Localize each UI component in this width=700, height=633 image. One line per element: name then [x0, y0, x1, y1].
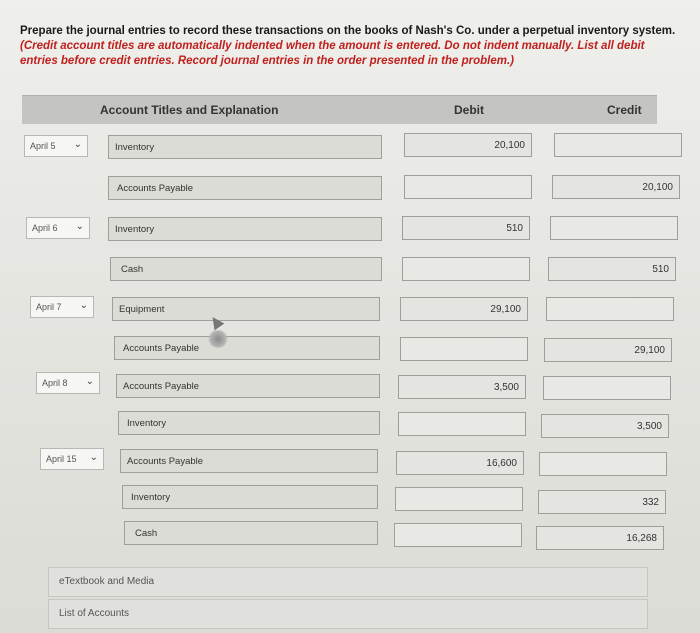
header-credit: Credit: [607, 103, 642, 117]
debit-field[interactable]: [395, 487, 523, 511]
account-field[interactable]: Cash: [110, 257, 382, 281]
list-of-accounts-link[interactable]: List of Accounts: [48, 599, 648, 629]
header-account: Account Titles and Explanation: [100, 103, 279, 117]
etextbook-link[interactable]: eTextbook and Media: [48, 567, 648, 597]
credit-field[interactable]: 332: [538, 490, 666, 514]
account-field[interactable]: Inventory: [118, 411, 380, 435]
account-field[interactable]: Inventory: [108, 217, 382, 241]
instructions-main: Prepare the journal entries to record these transactions on the books of Nash's Co. under a perpetual inventory system.: [20, 25, 676, 37]
account-field[interactable]: Accounts Payable: [114, 336, 380, 360]
date-select-april-7[interactable]: [30, 296, 94, 318]
account-field[interactable]: Accounts Payable: [120, 449, 378, 473]
debit-field[interactable]: 20,100: [404, 133, 532, 157]
chevron-down-icon: ⌄: [75, 221, 84, 232]
header-debit: Debit: [454, 103, 484, 117]
debit-field[interactable]: [404, 175, 532, 199]
credit-field[interactable]: [539, 452, 667, 476]
debit-field[interactable]: [400, 337, 528, 361]
debit-field[interactable]: [394, 523, 522, 547]
credit-field[interactable]: 29,100: [544, 338, 672, 362]
table-header: [22, 95, 657, 124]
date-select-april-5[interactable]: [24, 135, 88, 157]
credit-field[interactable]: 510: [548, 257, 676, 281]
account-field[interactable]: Accounts Payable: [116, 374, 380, 398]
debit-field[interactable]: 16,600: [396, 451, 524, 475]
credit-field[interactable]: [550, 216, 678, 240]
date-label: April 6: [32, 223, 58, 233]
debit-field[interactable]: [398, 412, 526, 436]
date-label: April 8: [42, 378, 68, 388]
debit-field[interactable]: [402, 257, 530, 281]
debit-field[interactable]: 29,100: [400, 297, 528, 321]
chevron-down-icon: ⌄: [85, 376, 94, 387]
debit-field[interactable]: 3,500: [398, 375, 526, 399]
screen-glare: [207, 330, 229, 348]
account-field[interactable]: Inventory: [108, 135, 382, 159]
date-select-april-6[interactable]: [26, 217, 90, 239]
chevron-down-icon: ⌄: [73, 139, 82, 150]
chevron-down-icon: ⌄: [89, 452, 98, 463]
date-select-april-15[interactable]: [40, 448, 104, 470]
credit-field[interactable]: 20,100: [552, 175, 680, 199]
debit-field[interactable]: 510: [402, 216, 530, 240]
credit-field[interactable]: 3,500: [541, 414, 669, 438]
account-field[interactable]: Inventory: [122, 485, 378, 509]
account-field[interactable]: Cash: [124, 521, 378, 545]
credit-field[interactable]: [554, 133, 682, 157]
instructions: [20, 24, 685, 69]
date-label: April 7: [36, 302, 62, 312]
credit-field[interactable]: [546, 297, 674, 321]
date-label: April 5: [30, 141, 56, 151]
instructions-note: (Credit account titles are automatically indented when the amount is entered. Do not indent manually. List all debit entries before credit entries. Record journal entries in the order presented in the problem.): [20, 40, 645, 67]
credit-field[interactable]: 16,268: [536, 526, 664, 550]
account-field[interactable]: Accounts Payable: [108, 176, 382, 200]
chevron-down-icon: ⌄: [79, 300, 88, 311]
date-select-april-8[interactable]: [36, 372, 100, 394]
credit-field[interactable]: [543, 376, 671, 400]
account-field[interactable]: Equipment: [112, 297, 380, 321]
date-label: April 15: [46, 454, 77, 464]
